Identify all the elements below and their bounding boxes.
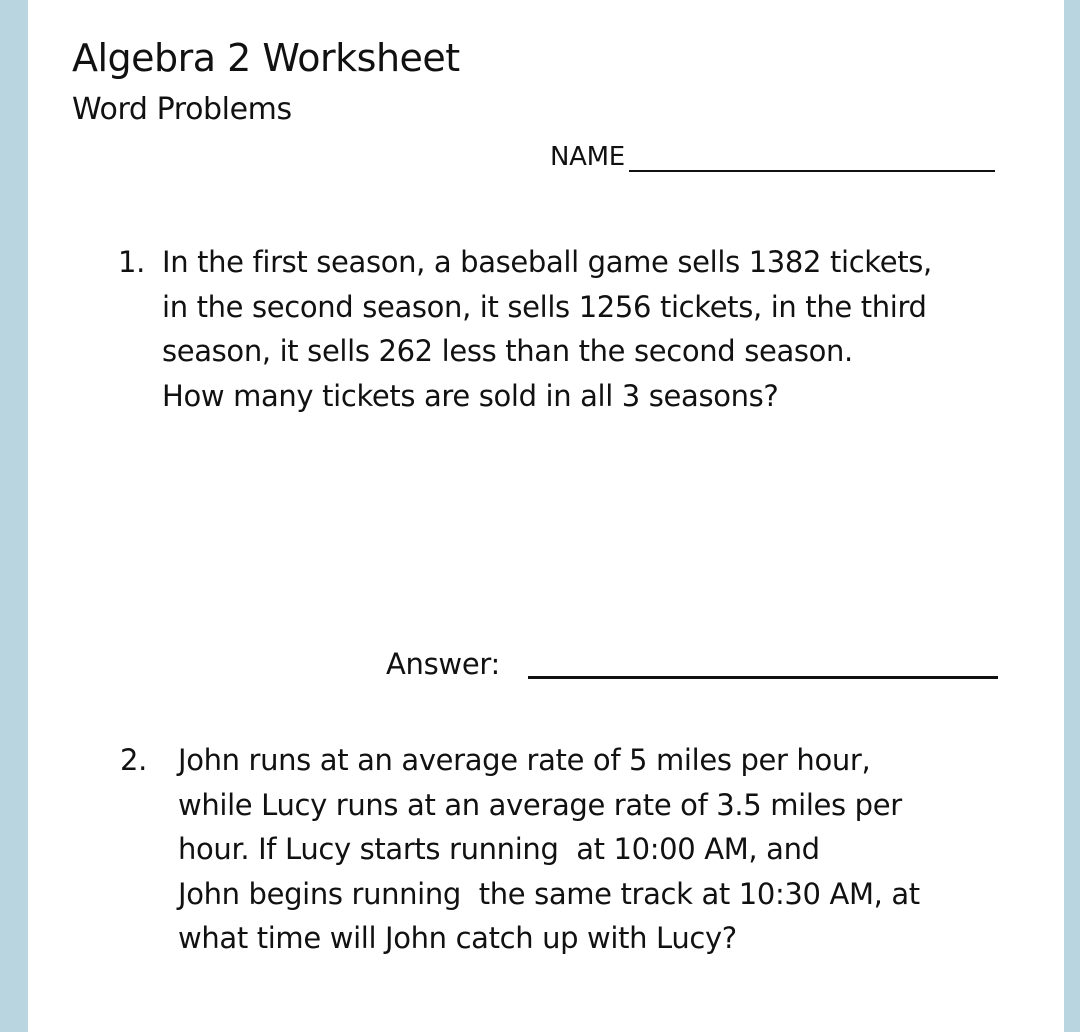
question-line: How many tickets are sold in all 3 seasons? <box>162 378 779 413</box>
worksheet-title: Algebra 2 Worksheet <box>72 36 460 80</box>
worksheet-subtitle: Word Problems <box>72 92 292 127</box>
question-number: 2. <box>120 743 147 777</box>
question-2 <box>120 738 920 961</box>
question-text <box>178 738 920 961</box>
name-label: NAME <box>550 142 625 172</box>
question-line: hour. If Lucy starts running at 10:00 AM, and <box>178 832 820 866</box>
name-field <box>550 142 995 172</box>
question-1 <box>118 240 932 418</box>
worksheet-page <box>28 0 1064 1032</box>
question-line: season, it sells 262 less than the second season. <box>162 334 853 368</box>
question-line: John begins running the same track at 10:30 AM, at <box>178 876 920 911</box>
answer-label: Answer: <box>386 647 500 681</box>
question-text <box>162 240 932 418</box>
question-line: in the second season, it sells 1256 tickets, in the third <box>162 289 927 324</box>
question-number: 1. <box>118 245 145 279</box>
question-line: John runs at an average rate of 5 miles per hour, <box>178 743 871 777</box>
question-line: while Lucy runs at an average rate of 3.5 miles per <box>178 787 902 822</box>
answer-blank-line[interactable] <box>528 676 998 679</box>
answer-field <box>386 647 998 681</box>
question-line: In the first season, a baseball game sells 1382 tickets, <box>162 245 932 279</box>
question-line: what time will John catch up with Lucy? <box>178 921 737 955</box>
name-blank-line[interactable] <box>629 170 995 172</box>
